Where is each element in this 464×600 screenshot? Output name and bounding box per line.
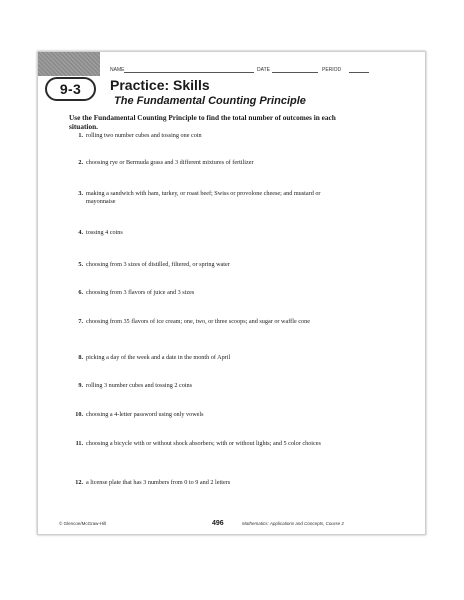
problem-text: choosing from 35 flavors of ice cream; one, two, or three scoops; and sugar or waffle cone (86, 318, 310, 325)
problem-text: choosing a bicycle with or without shock absorbers; with or without lights; and 5 color choices (86, 440, 321, 447)
problem-text: choosing from 3 sizes of distilled, filtered, or spring water (86, 261, 230, 268)
lesson-badge: 9-3 (45, 77, 96, 101)
corner-decoration (38, 52, 100, 76)
course-title: Mathematics: Applications and Concepts, Course 2 (242, 521, 344, 526)
problem-number: 7. (78, 318, 83, 325)
problem-text: rolling 3 number cubes and tossing 2 coins (86, 382, 193, 389)
problem-number: 11. (75, 440, 83, 447)
problem-text: making a sandwich with ham, turkey, or roast beef; Swiss or provolone cheese; and mustard or mayonnaise (86, 190, 321, 205)
problem-number: 8. (78, 354, 83, 361)
problem-text: choosing rye or Bermuda grass and 3 different mixtures of fertilizer (86, 159, 254, 166)
page-title: Practice: Skills (110, 77, 210, 93)
problem-text: rolling two number cubes and tossing one coin (86, 132, 202, 139)
date-field-line (272, 72, 318, 73)
name-label: NAME (110, 67, 125, 73)
problem-number: 5. (78, 261, 83, 268)
problem-number: 4. (78, 229, 83, 236)
problem-number: 3. (78, 190, 83, 197)
page-number: 496 (212, 520, 224, 527)
problem-number: 1. (78, 132, 83, 139)
instructions: Use the Fundamental Counting Principle to find the total number of outcomes in each situation. (69, 113, 336, 131)
problem-text: choosing from 3 flavors of juice and 3 sizes (86, 289, 195, 296)
problem-text: a license plate that has 3 numbers from 0 to 9 and 2 letters (86, 479, 231, 486)
period-label: PERIOD (322, 67, 342, 73)
period-field-line (349, 72, 369, 73)
date-label: DATE (257, 67, 270, 73)
problem-number: 9. (78, 382, 83, 389)
name-field-line (124, 72, 254, 73)
copyright-text: © Glencoe/McGraw-Hill (59, 521, 107, 526)
problem-text: picking a day of the week and a date in the month of April (86, 354, 231, 361)
problem-number: 2. (78, 159, 83, 166)
problem-number: 12. (75, 479, 83, 486)
problem-number: 10. (75, 411, 83, 418)
problem-text: choosing a 4-letter password using only vowels (86, 411, 204, 418)
problem-text: tossing 4 coins (86, 229, 123, 236)
problem-number: 6. (78, 289, 83, 296)
page-subtitle: The Fundamental Counting Principle (114, 95, 306, 107)
worksheet-page (37, 51, 426, 535)
